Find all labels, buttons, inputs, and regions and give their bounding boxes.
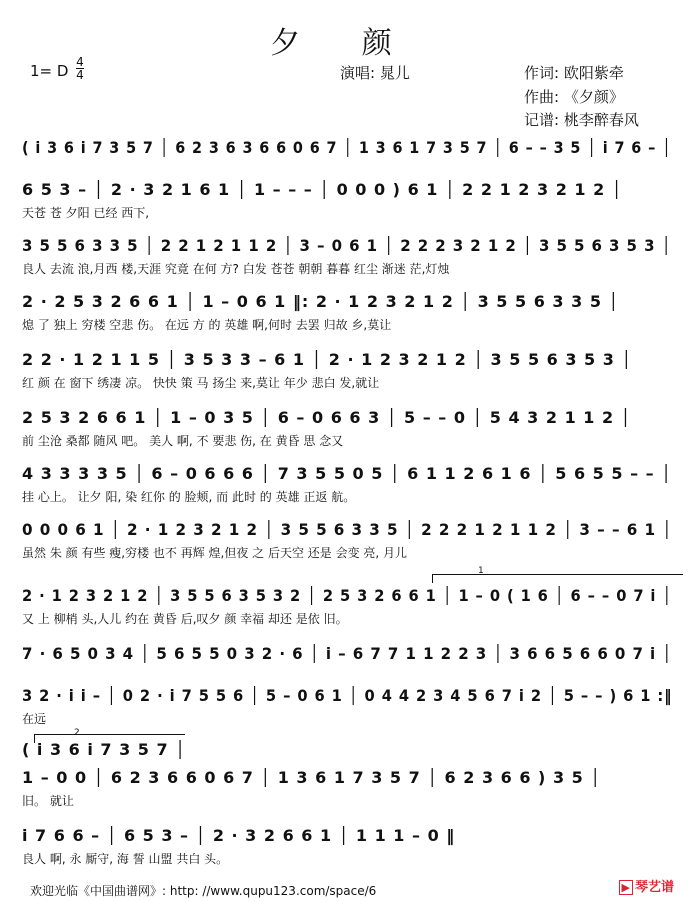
footer-link[interactable]: 欢迎光临《中国曲谱网》: http: //www.qupu123.com/space/6 [30,884,377,898]
notation: 1 – 0 0 │ 6 2 3 6 6 0 6 7 │ 1 3 6 1 7 3 5 7 │ 6 2 3 6 6 ) 3 5 │ [22,768,601,787]
logo-text: 琴艺谱 [634,880,674,895]
notation: i 7 6 6 – │ 6 5 3 – │ 2 · 3 2 6 6 1 │ 1 1 1 – 0 ‖ [22,826,456,845]
notation: 6 5 3 – │ 2 · 3 2 1 6 1 │ 1 – – – │ 0 0 0 ) 6 1 │ 2 2 1 2 3 2 1 2 │ [22,180,623,199]
notation: 2 · 2 5 3 2 6 6 1 │ 1 – 0 6 1 ‖: 2 · 1 2 3 2 1 2 │ 3 5 5 6 3 3 5 │ [22,292,620,311]
site-logo [619,876,674,895]
volta-bracket [432,574,683,583]
lyricist: 作词: 欧阳紫牵 [524,64,624,82]
notation: 3 5 5 6 3 3 5 │ 2 2 1 2 1 1 2 │ 3 – 0 6 1 │ 2 2 2 3 2 1 2 │ 3 5 5 6 3 5 3 │ [22,236,672,255]
lyrics: 虽然 朱 颜 有些 瘦,穷楼 也不 再辉 煌,但夜 之 后天空 还是 会变 亮, 月儿 [22,546,408,560]
time-signature [76,56,84,81]
lyrics: 在远 [22,712,47,726]
lyrics: 良人 去流 浪,月西 楼,天涯 究竟 在何 方? 白发 苍苍 朝朝 暮暮 红尘 渐迷 茫,灯烛 [22,262,450,276]
time-top: 4 [76,55,84,69]
lyrics: 熄 了 独上 穷楼 空悲 伤。 在远 方 的 英雄 啊,何时 去罢 归故 乡,莫让 [22,318,392,332]
volta-number: 2 [74,728,80,738]
lyrics: 挂 心上。 让夕 阳, 染 红你 的 脸颊, 而 此时 的 英雄 正返 航。 [22,490,356,504]
lyrics: 红 颜 在 窗下 绣凄 凉。 快快 策 马 扬尘 来,莫让 年少 悲白 发,就让 [22,376,380,390]
notation: 7 · 6 5 0 3 4 │ 5 6 5 5 0 3 2 · 6 │ i – 6 7 7 1 1 2 2 3 │ 3 6 6 5 6 6 0 7 i │ [22,644,673,663]
notation: ( i 3 6 i 7 3 5 7 │ [22,740,186,759]
lyrics: 又 上 柳梢 头,人儿 约在 黄昏 后,叹夕 颜 幸福 却还 是依 旧。 [22,612,348,626]
notation: 2 5 3 2 6 6 1 │ 1 – 0 3 5 │ 6 – 0 6 6 3 │ 5 – – 0 │ 5 4 3 2 1 1 2 │ [22,408,632,427]
notation: 2 2 · 1 2 1 1 5 │ 3 5 3 3 – 6 1 │ 2 · 1 2 3 2 1 2 │ 3 5 5 6 3 5 3 │ [22,350,633,369]
logo-icon: ▶ [619,880,633,895]
notation: ( i 3 6 i 7 3 5 7 │ 6 2 3 6 3 6 6 0 6 7 │ 1 3 6 1 7 3 5 7 │ 6 – – 3 5 │ i 7 6 – │ [22,138,672,157]
notation: 0 0 0 6 1 │ 2 · 1 2 3 2 1 2 │ 3 5 5 6 3 3 5 │ 2 2 2 1 2 1 1 2 │ 3 – – 6 1 │ [22,520,673,539]
notation: 3 2 · i i – │ 0 2 · i 7 5 5 6 │ 5 – 0 6 1 │ 0 4 4 2 3 4 5 6 7 i 2 │ 5 – – ) 6 1 :‖ [22,686,673,705]
time-bottom: 4 [76,68,84,82]
lyrics: 前 尘沧 桑都 随风 吧。 美人 啊, 不 要悲 伤, 在 黄昏 思 念又 [22,434,344,448]
notation: 4 3 3 3 3 5 │ 6 – 0 6 6 6 │ 7 3 5 5 0 5 │ 6 1 1 2 6 1 6 │ 5 6 5 5 – – │ [22,464,672,483]
volta-number: 1 [478,566,484,576]
lyrics: 良人 啊, 永 厮守, 海 誓 山盟 共白 头。 [22,852,229,866]
notation: 2 · 1 2 3 2 1 2 │ 3 5 5 6 3 5 3 2 │ 2 5 3 2 6 6 1 │ 1 – 0 ( 1 6 │ 6 – – 0 7 i │ [22,586,673,605]
song-title: 夕 颜 [270,26,418,61]
lyrics: 旧。 就让 [22,794,74,808]
transcriber: 记谱: 桃李醉春风 [524,111,639,129]
singer: 演唱: 晁儿 [340,64,410,82]
key-signature: 1= D [30,62,69,80]
composer: 作曲: 《夕颜》 [524,88,624,106]
lyrics: 天苍 苍 夕阳 已经 西下, [22,206,150,220]
